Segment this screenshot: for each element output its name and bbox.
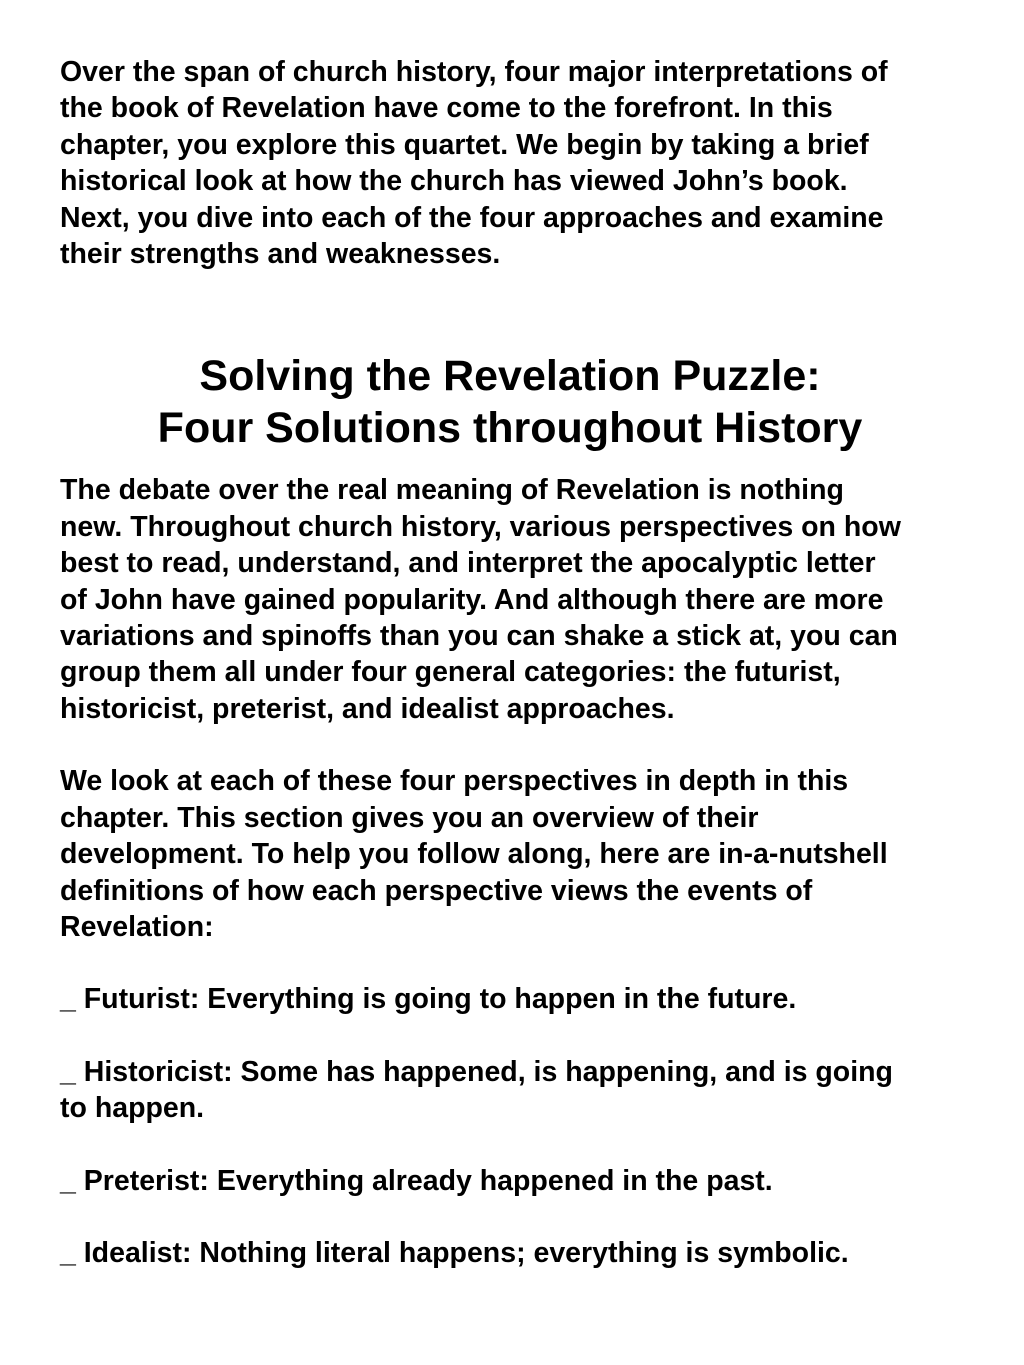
list-item-futurist: _ Futurist: Everything is going to happen in the future. [60, 983, 797, 1016]
body-paragraph-1: The debate over the real meaning of Revelation is nothing new. Throughout church history, various perspectives on how best to read, understand, and interpret the apocalyptic letter of John have gained popularity. And although there are more variations and spinoffs than you can shake a stick at, you can group them all under four general categories: the futurist, historicist, preterist, and idealist approaches. [60, 474, 901, 725]
list-item-historicist: _ Historicist: Some has happened, is happening, and is going to happen. [60, 1055, 893, 1125]
document-page [60, 54, 960, 1271]
heading-line-2: Four Solutions throughout History [157, 404, 863, 453]
list-item-idealist: _ Idealist: Nothing literal happens; everything is symbolic. [60, 1236, 849, 1269]
intro-paragraph: Over the span of church history, four major interpretations of the book of Revelation have come to the forefront. In this chapter, you explore this quartet. We begin by taking a brief historical look at how the church has viewed John’s book. Next, you dive into each of the four approaches and examine their strengths and weaknesses. [60, 56, 888, 271]
heading-line-1: Solving the Revelation Puzzle: [199, 352, 821, 401]
section-heading [40, 350, 980, 454]
list-item-preterist: _ Preterist: Everything already happened in the past. [60, 1164, 773, 1197]
body-paragraph-2: We look at each of these four perspectives in depth in this chapter. This section gives you an overview of their development. To help you follow along, here are in-a-nutshell definitions of how each perspective views the events of Revelation: [60, 765, 888, 943]
